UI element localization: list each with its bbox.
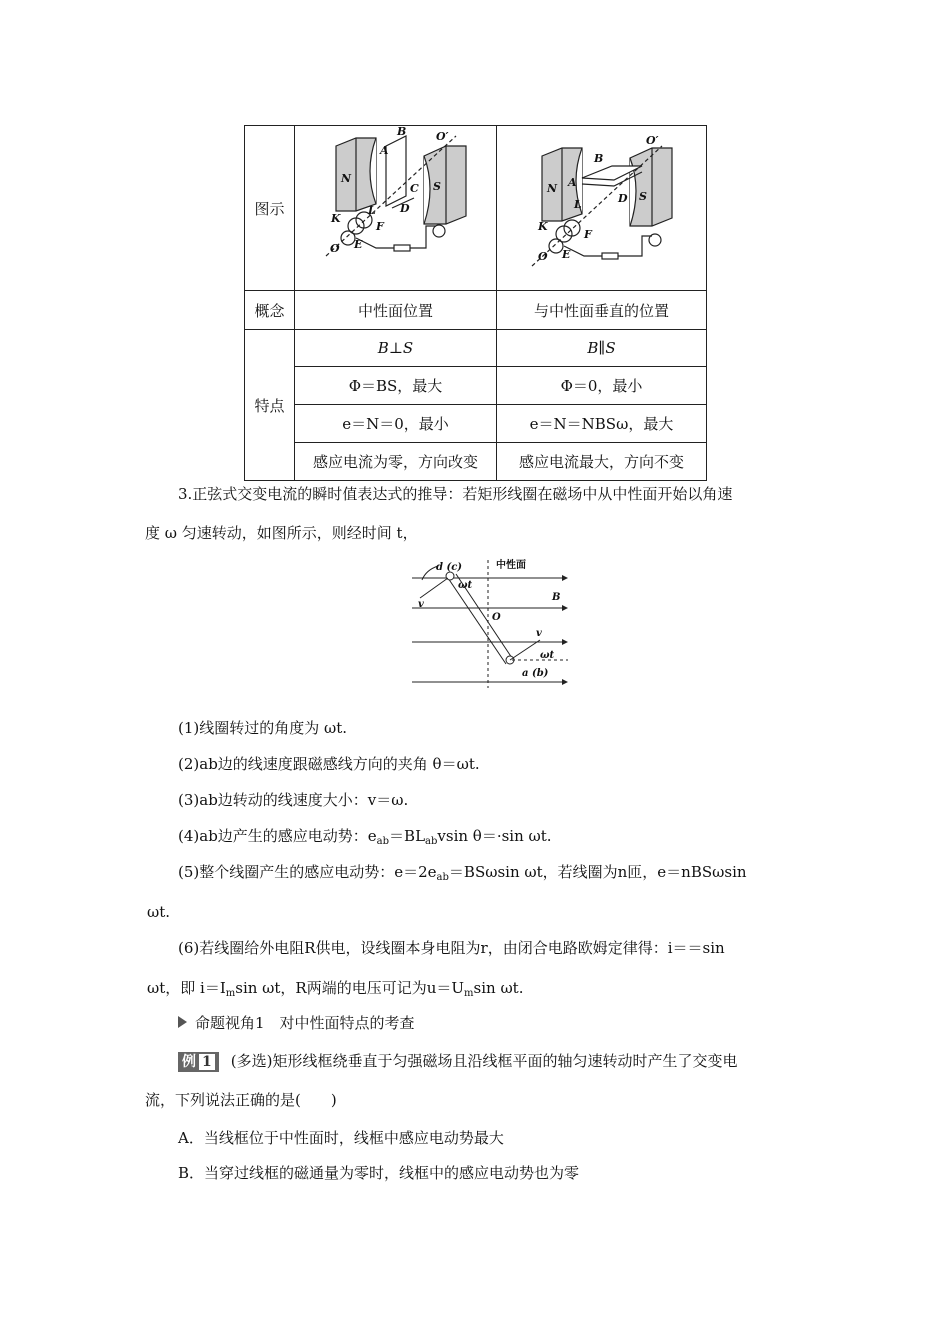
step-6-sub2: m	[464, 988, 474, 999]
label-neutral: 中性面	[496, 560, 526, 571]
label-D-r: D	[617, 192, 628, 205]
label-C: C	[409, 182, 419, 195]
label-ab: a (b)	[522, 668, 549, 679]
feature-3-a: e＝N＝0，最小	[295, 405, 497, 443]
step-4-sub1: ab	[376, 836, 390, 847]
label-v1: v	[418, 599, 424, 610]
feature-4-b: 感应电流最大，方向不变	[497, 443, 707, 481]
label-v2: v	[536, 628, 542, 639]
section3-line1: 3.正弦式交变电流的瞬时值表达式的推导：若矩形线圈在磁场中从中性面开始以角速	[178, 485, 733, 503]
feature-1-b: B∥S	[497, 330, 707, 367]
label-B2: B	[552, 592, 561, 603]
option-a: A．当线框位于中性面时，线框中感应电动势最大	[178, 1129, 504, 1147]
step-5-sub: ab	[436, 872, 449, 883]
step-6-sub1: m	[225, 988, 236, 999]
label-E: E	[353, 238, 362, 251]
generator-figure-left	[296, 126, 496, 286]
step-3: (3)ab边转动的线速度大小：v＝ω.	[178, 791, 409, 809]
feature-2-a: Φ＝BS，最大	[295, 367, 497, 405]
label-A-r: A	[567, 176, 577, 189]
label-O2: O	[492, 612, 501, 623]
feature-4-a: 感应电流为零，方向改变	[295, 443, 497, 481]
example-badge-num: 1	[199, 1054, 215, 1070]
step-6-b3: sin ωt.	[473, 979, 524, 997]
label-B: B	[396, 126, 406, 138]
step-4	[178, 826, 552, 852]
label-dc: d (c)	[436, 562, 463, 573]
topic-text: 命题视角1 对中性面特点的考查	[195, 1014, 415, 1032]
label-B-r: B	[593, 152, 603, 165]
generator-figure-right	[502, 126, 702, 286]
comparison-table	[244, 125, 707, 481]
step-4-b: ＝BL	[389, 827, 426, 845]
diagram-neutral-plane	[295, 126, 497, 291]
feature-3-b: e＝N＝NBSω，最大	[497, 405, 707, 443]
concept-neutral: 中性面位置	[295, 291, 497, 330]
label-N-r: N	[546, 182, 557, 195]
example-badge	[178, 1052, 219, 1072]
label-D: D	[399, 202, 410, 215]
step-4-a: (4)ab边产生的感应电动势：e	[178, 827, 377, 845]
example-text-1: (多选)矩形线框绕垂直于匀强磁场且沿线框平面的轴匀速转动时产生了交变电	[230, 1052, 738, 1070]
example-badge-label: 例	[182, 1054, 196, 1070]
diagram-perpendicular-plane	[497, 126, 707, 291]
example-line1	[178, 1051, 737, 1072]
play-triangle-icon	[178, 1016, 187, 1028]
step-2: (2)ab边的线速度跟磁感线方向的夹角 θ＝ωt.	[178, 755, 480, 773]
step-5-cont: ωt.	[147, 903, 171, 921]
example-line2: 流，下列说法正确的是( )	[145, 1091, 337, 1109]
label-wt2: ωt	[540, 650, 555, 661]
feature-2-b: Φ＝0，最小	[497, 367, 707, 405]
label-K-r: K	[537, 220, 548, 233]
step-4-c: vsin θ＝·sin ωt.	[437, 827, 552, 845]
label-O-prime-r: O′	[645, 134, 658, 147]
concept-perpendicular: 与中性面垂直的位置	[497, 291, 707, 330]
step-6-cont	[147, 978, 523, 1004]
section3-line2: 度 ω 匀速转动，如图所示，则经时间 t，	[145, 524, 418, 542]
label-L-r: L	[573, 198, 582, 211]
topic-heading	[178, 1013, 415, 1033]
label-wt1: ωt	[458, 580, 473, 591]
label-F: F	[375, 220, 384, 233]
feature-1-a: B⊥S	[295, 330, 497, 367]
rotating-coil-figure	[412, 552, 572, 692]
step-1: (1)线圈转过的角度为 ωt.	[178, 719, 348, 737]
label-N: N	[340, 172, 351, 185]
step-5-a: (5)整个线圈产生的感应电动势：e＝2e	[178, 863, 437, 881]
option-b: B．当穿过线框的磁通量为零时，线框中的感应电动势也为零	[178, 1164, 580, 1182]
step-4-sub2: ab	[425, 836, 438, 847]
step-6: (6)若线圈给外电阻R供电，设线圈本身电阻为r，由闭合电路欧姆定律得：i＝＝sin	[178, 939, 725, 957]
label-E-r: E	[561, 248, 570, 261]
label-L: L	[367, 204, 376, 217]
label-O-r: O	[537, 250, 548, 263]
label-O-prime: O′	[435, 130, 448, 143]
step-5	[178, 862, 747, 888]
step-6-b1: ωt，即 i＝I	[147, 979, 226, 997]
row-head-feature: 特点	[245, 330, 295, 481]
row-head-diagram: 图示	[245, 126, 295, 291]
step-6-b2: sin ωt，R两端的电压可记为u＝U	[235, 979, 465, 997]
label-A: A	[379, 144, 389, 157]
label-S-r: S	[638, 190, 647, 203]
step-5-b: ＝BSωsin ωt，若线圈为n匝，e＝nBSωsin	[448, 863, 747, 881]
label-F-r: F	[583, 228, 592, 241]
label-K: K	[330, 212, 341, 225]
label-O: O	[329, 242, 340, 255]
row-head-concept: 概念	[245, 291, 295, 330]
label-S: S	[432, 180, 441, 193]
